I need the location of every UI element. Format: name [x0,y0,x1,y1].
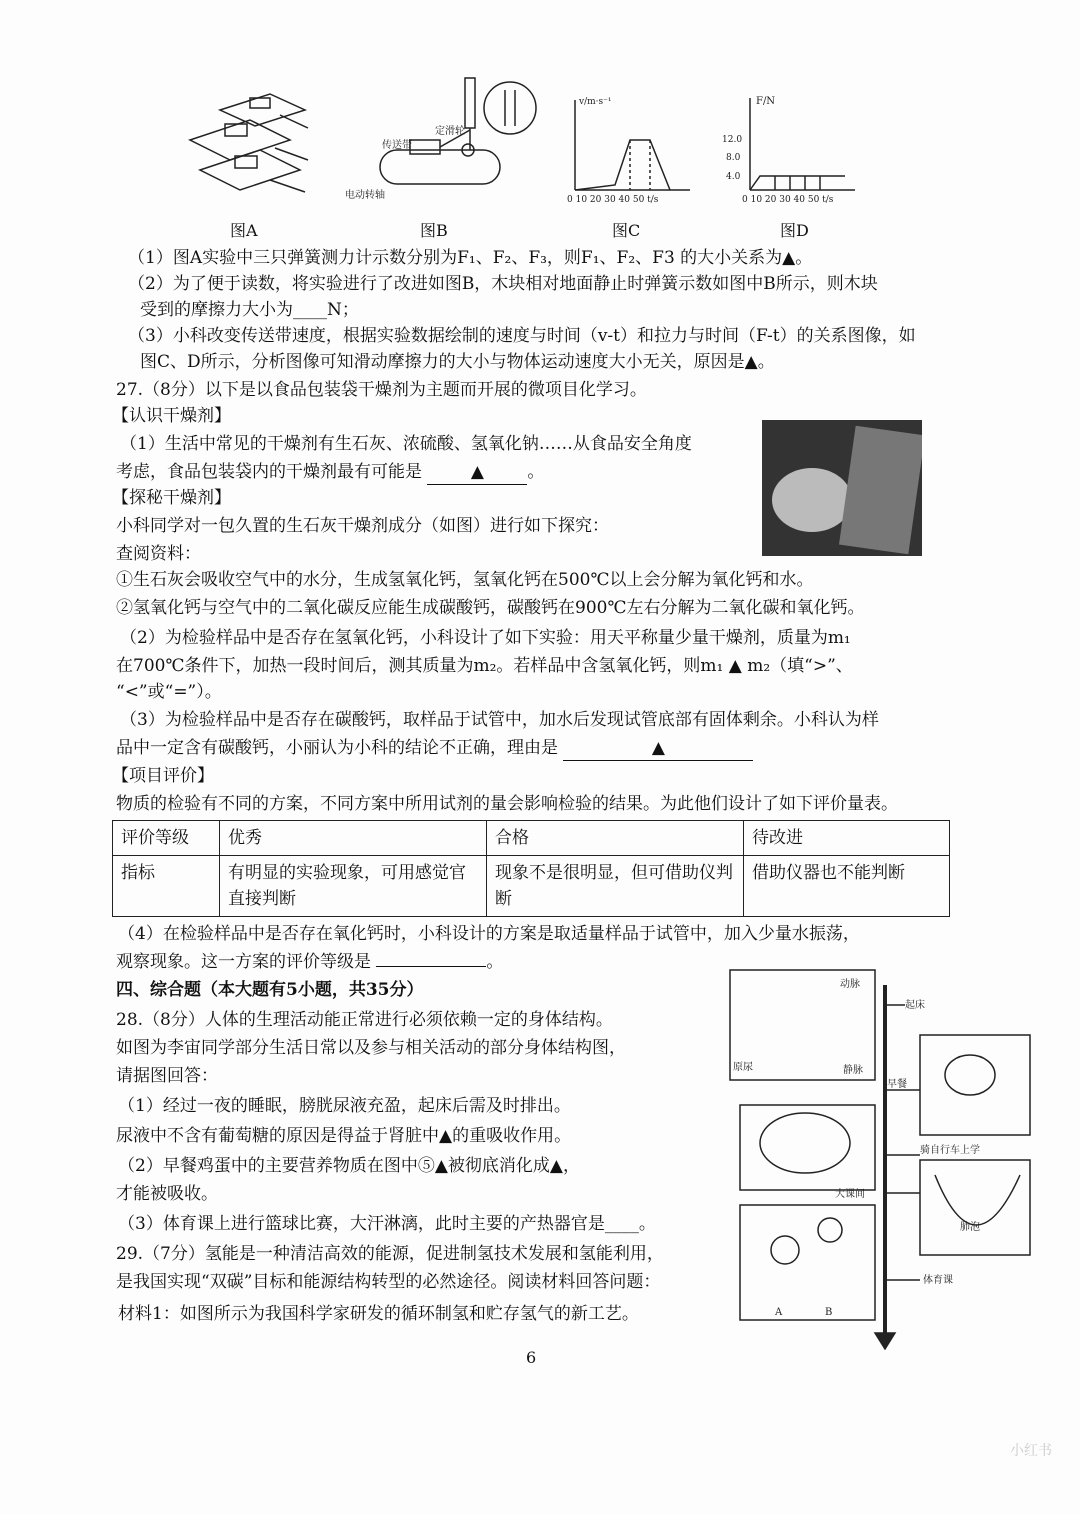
label-alveolus: 肺泡 [960,1222,980,1233]
figure-c-ylabel: v/m·s⁻¹ [579,97,612,107]
page-number: 6 [526,1348,537,1367]
figure-c [565,90,695,205]
figure-d [720,90,860,205]
q27-p1b: 考虑，食品包装袋内的干燥剂最有可能是 ▲ 。 [116,460,544,485]
table-head-excellent: 优秀 [220,821,487,856]
q27-p5a: （3）为检验样品中是否存在碳酸钙，取样品于试管中，加水后发现试管底部有固体剩余。小科认为样 [120,710,879,730]
q28-line-1: 28.（8分）人体的生理活动能正常进行必须依赖一定的身体结构。 [116,1010,613,1030]
q29-line-1: 29.（7分）氢能是一种清洁高效的能源，促进制氢技术发展和氢能利用， [116,1244,664,1264]
q29-line-2: 是我国实现“双碳”目标和能源结构转型的必然途径。阅读材料回答问题： [116,1272,661,1292]
figure-d-ytick-8: 8.0 [726,153,741,163]
q27-p4c: “<”或“=”）。 [116,682,222,702]
q28-line-3: 请据图回答： [116,1066,218,1086]
q26-line-2: （2）为了便于读数，将实验进行了改进如图B，木块相对地面静止时弹簧示数如图中B所示，则木块 [128,274,878,294]
q27-p7b: 观察现象。这一方案的评价等级是 。 [116,952,504,972]
q27-heading-1: 【认识干燥剂】 [112,406,231,426]
table-cell-indicator: 指标 [113,856,220,917]
timeline-pe: 体育课 [923,1275,953,1286]
q27-title: 27.（8分）以下是以食品包装袋干燥剂为主题而开展的微项目化学习。 [116,380,647,400]
q27-p4b: 在700℃条件下，加热一段时间后，测其质量为m₂。若样品中含氢氧化钙，则m₁ ▲ m₂（填“>”、 [116,656,853,676]
q26-line-1: （1）图A实验中三只弹簧测力计示数分别为F₁、F₂、F₃，则F₁、F₂、F3 的大小关系为▲。 [128,248,813,268]
label-b: B [825,1307,833,1318]
figure-b [340,70,540,200]
q27-blank-4 [376,966,486,967]
label-vein: 静脉 [843,1065,863,1076]
figure-d-xticks: 0 10 20 30 40 50 t/s [742,195,834,205]
timeline-wake: 起床 [905,1000,925,1011]
desiccant-photo [762,420,922,556]
q27-r1: ①生石灰会吸收空气中的水分，生成氢氧化钙，氢氧化钙在500℃以上会分解为氧化钙和水。 [116,570,814,590]
q27-blank-3: ▲ [563,736,753,761]
q28-line-4: （1）经过一夜的睡眠，膀胱尿液充盈，起床后需及时排出。 [118,1096,571,1116]
body-structure-figure [725,965,1040,1350]
q26-line-4: （3）小科改变传送带速度，根据实验数据绘制的速度与时间（v-t）和拉力与时间（F-t）的关系图像，如 [128,326,916,346]
q27-p3: 查阅资料： [116,544,201,564]
q28-line-2: 如图为李宙同学部分生活日常以及参与相关活动的部分身体结构图， [116,1038,626,1058]
q26-line-3: 受到的摩擦力大小为____N； [140,300,359,320]
table-head-improve: 待改进 [744,821,950,856]
q27-p7a: （4）在检验样品中是否存在氧化钙时，小科设计的方案是取适量样品于试管中，加入少量水振荡， [118,924,860,944]
table-row [113,856,950,917]
table-row [113,821,950,856]
q27-p2: 小科同学对一包久置的生石灰干燥剂成分（如图）进行如下探究： [116,516,609,536]
q28-line-5: 尿液中不含有葡萄糖的原因是得益于肾脏中▲的重吸收作用。 [116,1126,572,1146]
figure-b-label-motor: 电动转轴 [345,190,385,200]
table-cell-pass: 现象不是很明显，但可借助仪判断 [487,856,744,917]
table-cell-improve: 借助仪器也不能判断 [744,856,950,917]
table-cell-excellent: 有明显的实验现象，可用感觉官直接判断 [220,856,487,917]
watermark: 小红书 [1010,1443,1052,1459]
q27-p6: 物质的检验有不同的方案，不同方案中所用试剂的量会影响检验的结果。为此他们设计了如下评价量表。 [116,794,898,814]
figure-a-caption: 图A [230,221,258,240]
figure-b-label-pulley: 定滑轮 [435,126,465,137]
figure-b-caption: 图B [420,221,448,240]
q26-line-5: 图C、D所示，分析图像可知滑动摩擦力的大小与物体运动速度大小无关，原因是▲。 [140,352,775,372]
figure-c-caption: 图C [612,221,641,240]
timeline-break: 大课间 [835,1189,865,1200]
section-4-title: 四、综合题（本大题有5小题，共35分） [116,980,424,1000]
q29-line-3: 材料1：如图所示为我国科学家研发的循环制氢和贮存氢气的新工艺。 [118,1304,639,1324]
q27-p4a: （2）为检验样品中是否存在氢氧化钙，小科设计了如下实验：用天平称量少量干燥剂，质量为m₁ [120,628,851,648]
label-urine: 原尿 [733,1062,753,1073]
figure-c-xticks: 0 10 20 30 40 50 t/s [567,195,659,205]
q27-p1b-text: 考虑，食品包装袋内的干燥剂最有可能是 [116,462,422,482]
q27-heading-2: 【探秘干燥剂】 [112,488,231,508]
figure-d-ytick-12: 12.0 [722,135,743,145]
q27-p7b-text: 观察现象。这一方案的评价等级是 [116,952,371,972]
q27-r2: ②氢氧化钙与空气中的二氧化碳反应能生成碳酸钙，碳酸钙在900℃左右分解为二氧化碳和氧化钙。 [116,598,865,618]
q28-line-7: 才能被吸收。 [116,1184,218,1204]
table-head-grade: 评价等级 [113,821,220,856]
table-head-pass: 合格 [487,821,744,856]
q28-line-6: （2）早餐鸡蛋中的主要营养物质在图中⑤▲被彻底消化成▲， [118,1156,580,1176]
q27-heading-3: 【项目评价】 [112,766,214,786]
label-a: A [775,1307,783,1318]
figure-d-ytick-4: 4.0 [726,172,741,182]
figure-a [180,80,320,200]
timeline-cycling: 骑自行车上学 [920,1145,980,1156]
timeline-breakfast: 早餐 [887,1079,907,1090]
label-artery: 动脉 [840,979,860,990]
figure-d-caption: 图D [780,221,809,240]
q27-blank-1: ▲ [427,460,527,485]
q28-line-8: （3）体育课上进行篮球比赛，大汗淋漓，此时主要的产热器官是____。 [118,1214,656,1234]
figure-b-label-belt: 传送带 [382,140,412,151]
q27-p5b [116,736,753,761]
evaluation-table [112,820,950,917]
q27-p1a: （1）生活中常见的干燥剂有生石灰、浓硫酸、氢氧化钠……从食品安全角度 [120,434,692,454]
figure-d-ylabel: F/N [756,96,776,107]
q27-p5b-text: 品中一定含有碳酸钙，小丽认为小科的结论不正确，理由是 [116,738,558,758]
